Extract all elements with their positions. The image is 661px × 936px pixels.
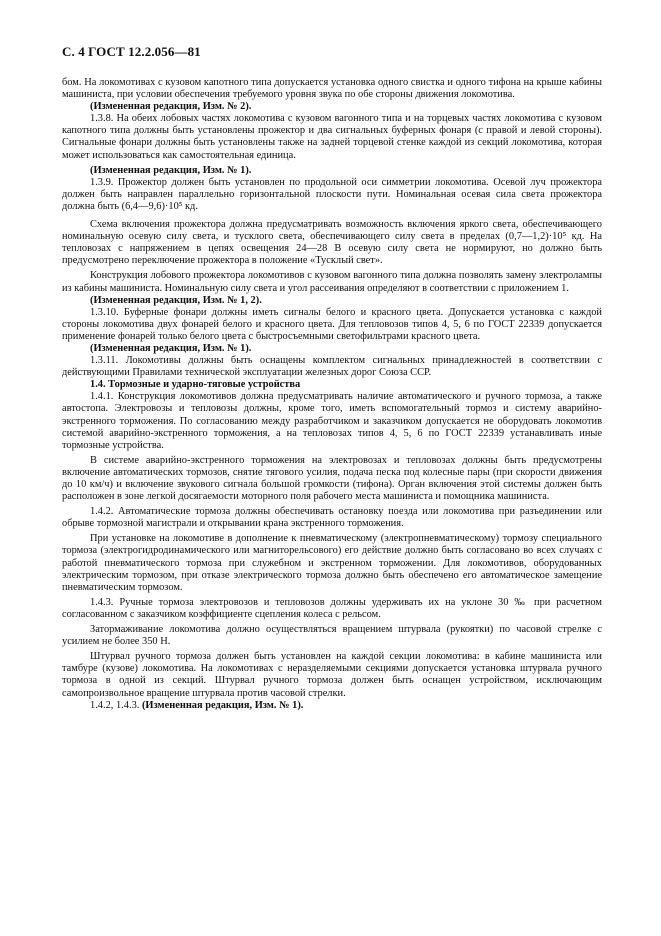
paragraph: 1.4.3. Ручные тормоза электровозов и тепловозов должны удерживать их на уклоне 30 ‰ при расчетном согласованном с заказчиком коэффициенте сцепления колеса с рельсом.: [62, 596, 602, 620]
paragraph: бом. На локомотивах с кузовом капотного типа допускается установка одного свистка и одного тифона на крыше кабины машиниста, при условии обеспечения требуемого уровня звука по обе стороны движения локомотива.: [62, 77, 602, 101]
revision-note: (Измененная редакция, Изм. № 1).: [141, 699, 304, 711]
paragraph: 1.4.2. Автоматические тормоза должны обеспечивать остановку поезда или локомотива при разъединении или обрыве тормозной магистрали и открывании крана экстренного торможения.: [62, 506, 602, 530]
revision-note: (Измененная редакция, Изм. № 1, 2).: [90, 294, 262, 306]
paragraph: Затормаживание локомотива должно осуществляться вращением штурвала (рукоятки) по часовой стрелке с усилием не более 350 Н.: [62, 624, 602, 648]
final-note-refs: 1.4.2, 1.4.3.: [90, 699, 140, 711]
paragraph: 1.4.1. Конструкция локомотивов должна предусматривать наличие автоматического и ручного тормоза, а также автостопа. Электровозы и тепловозы должны, кроме того, иметь вспомогательный тормоз и систему аварийно-экстренного торможения. По согласованию между разработчиком и заказчиком допускается не оборудовать локомотив системой аварийно-экстренного торможения, а на тепловозах типов 4, 5, 6 по ГОСТ 22339 устанавливать иные тормозные устройства.: [62, 391, 602, 451]
paragraph: 1.3.9. Прожектор должен быть установлен по продольной оси симметрии локомотива. Осевой луч прожектора должен быть направлен параллельно горизонтальной плоскости пути. Номинальная осевая сила света прожектора должна быть (6,4—9,6)·10⁵ кд.: [62, 176, 602, 212]
document-body: [62, 77, 602, 712]
final-note: [62, 700, 602, 712]
revision-note: (Измененная редакция, Изм. № 1).: [90, 342, 252, 354]
paragraph: Штурвал ручного тормоза должен быть установлен на каждой секции локомотива: в кабине машиниста или тамбуре (кузове) локомотива. На локомотивах с неразделяемыми секциями допускается установка штурвала ручного тормоза в одной из секций. Штурвал ручного тормоза должен быть оснащен устройством, исключающим самопроизвольное вращение штурвала против часовой стрелки.: [62, 651, 602, 699]
paragraph: 1.3.10. Буферные фонари должны иметь сигналы белого и красного цвета. Допускается установка с каждой стороны локомотива двух фонарей белого и красного цвета. Для тепловозов типов 4, 5, 6 по ГОСТ 22339 допускается применение фонарей только белого цвета с быстросъемными светофильтрами красного цвета.: [62, 306, 602, 342]
paragraph: В системе аварийно-экстренного торможения на электровозах и тепловозах должны быть предусмотрены включение автоматических тормозов, снятие тягового усилия, подача песка под колесные пары (при скорости движения до 10 км/ч) и включение звукового сигнала большой громкости (тифона). Орган включения этой системы должен быть расположен в зоне легкой досягаемости моторного поля рабочего места машиниста и помощника машиниста.: [62, 454, 602, 503]
revision-note: (Измененная редакция, Изм. № 2).: [90, 101, 252, 113]
page-header: С. 4 ГОСТ 12.2.056—81: [62, 44, 201, 59]
paragraph: 1.3.11. Локомотивы должны быть оснащены комплектом сигнальных принадлежностей в соответствии с действующими Правилами технической эксплуатации железных дорог Союза ССР.: [62, 355, 602, 379]
paragraph: 1.3.8. На обеих лобовых частях локомотива с кузовом вагонного типа и на торцевых частях локомотива с кузовом капотного типа должны быть установлены прожектор и два сигнальных буферных фонаря (с правой и левой стороны). Сигнальные фонари должны быть установлены также на задней торцевой стенке каждой из секций локомотива, которая может использоваться как самостоятельная единица.: [62, 113, 602, 161]
revision-note: (Измененная редакция, Изм. № 1).: [90, 164, 252, 176]
section-heading: 1.4. Тормозные и ударно-тяговые устройства: [90, 379, 301, 391]
paragraph: Схема включения прожектора должна предусматривать возможность включения яркого света, обеспечивающего номинальную осевую силу света, и тусклого света, обеспечивающего силу света в пределах (0,7—1,2)·10⁵ кд. На тепловозах с напряжением в цепях освещения 24—28 В осевую силу света не нормируют, но должно быть предусмотрено переключение прожектора в положение «Тусклый свет».: [62, 219, 602, 267]
paragraph: При установке на локомотиве в дополнение к пневматическому (электропневматическому) тормозу специального тормоза (электрогидродинамического или магниторельсового) его действие должно быть согласовано во всех случаях с работой пневматического тормоза при служебном и экстренном торможении. Для локомотивов, оборудованных электрическим тормозом, при отказе электрического тормоза должно быть обеспечено его автоматическое замещение пневматическим тормозом.: [62, 533, 602, 593]
paragraph: Конструкция лобового прожектора локомотивов с кузовом вагонного типа должна позволять замену электролампы из кабины машиниста. Номинальную силу света и угол рассеивания определяют в соответствии с приложением 1.: [62, 270, 602, 294]
